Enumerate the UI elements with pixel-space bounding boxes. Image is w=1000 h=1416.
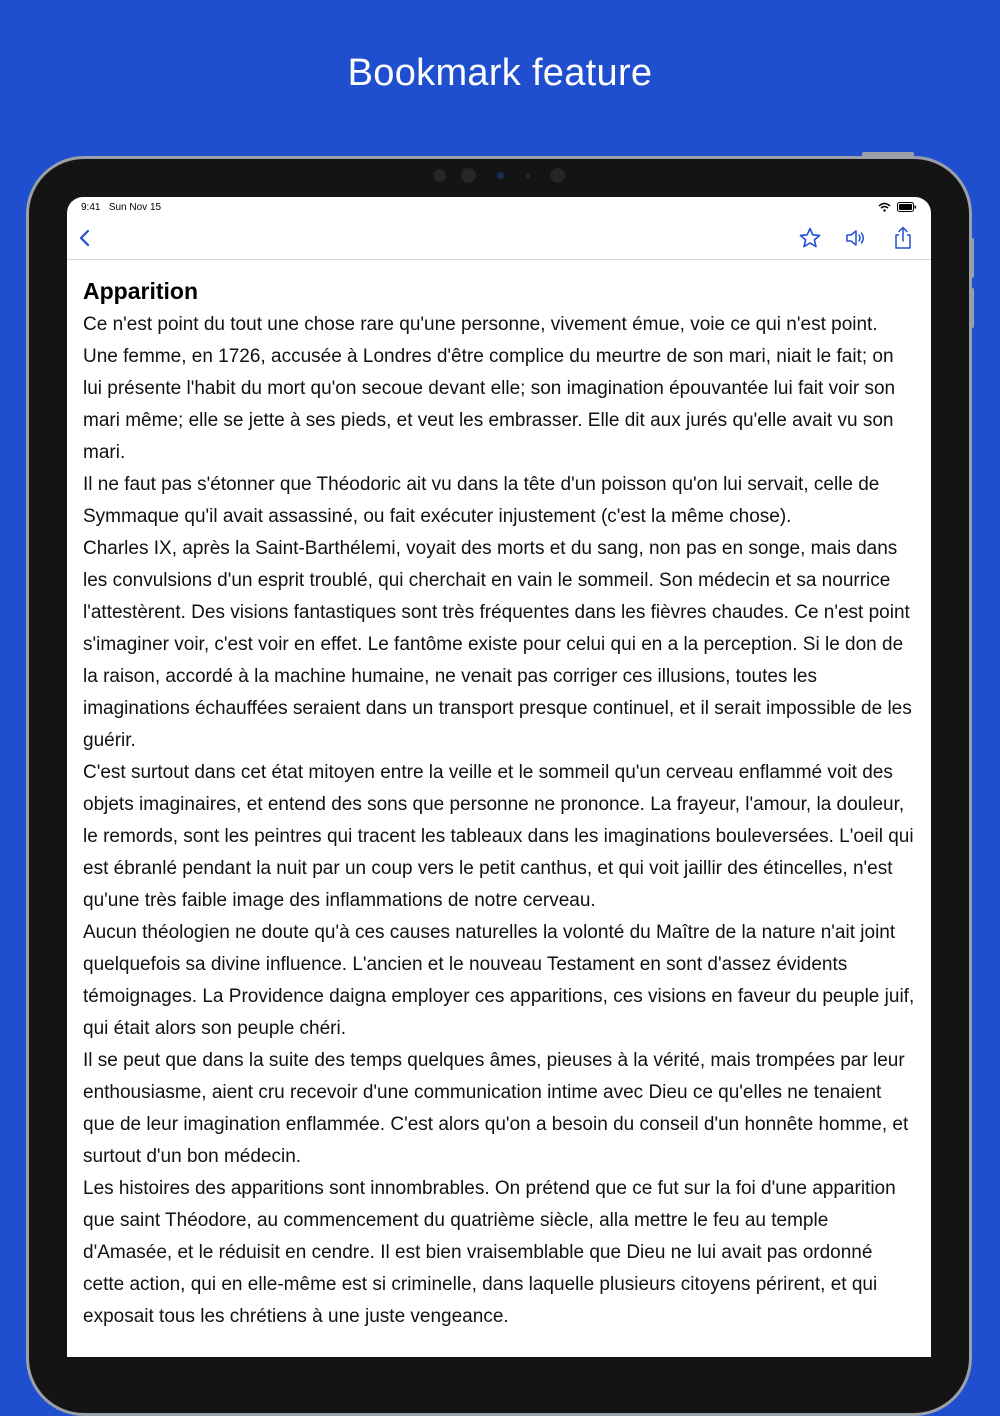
status-indicators <box>878 202 917 212</box>
sensor-icon <box>550 168 565 183</box>
article-paragraph: Il ne faut pas s'étonner que Théodoric ait vu dans la tête d'un poisson qu'on lui servait, celle de Symmaque qu'il avait assassiné, ou fait exécuter injustement (c'est la même chose). <box>83 474 880 527</box>
battery-icon <box>897 202 917 212</box>
status-clock: 9:41 <box>81 202 101 213</box>
article-paragraph: Ce n'est point du tout une chose rare qu'une personne, vivement émue, voie ce qui n'est point. Une femme, en 1726, accusée à Londres d'être complice du meurtre de son mari, niait le fait; on lui présente l'habit du mort qu'on secoue devant elle; son imagination épouvantée lui fait voir son mari même; elle se jette à ses pieds, et veut les embrasser. Elle dit aux jurés qu'elle avait vu son mari. <box>83 314 896 463</box>
read-aloud-button[interactable] <box>841 224 869 252</box>
article-title: Apparition <box>83 278 198 304</box>
sensor-icon <box>433 169 446 182</box>
article-paragraph: Les histoires des apparitions sont innombrables. On prétend que ce fut sur la foi d'une apparition que saint Théodore, au commencement du quatrième siècle, alla mettre le feu au temple d'Amasée, et le réduisit en cendre. Il est bien vraisemblable que Dieu ne lui avait pas ordonné cette action, qui en elle-même est si criminelle, dans laquelle plusieurs citoyens périrent, et qui exposait tous les chrétiens à une juste vengeance. <box>83 1178 896 1327</box>
banner-title: Bookmark feature <box>347 52 653 94</box>
article-paragraph: Aucun théologien ne doute qu'à ces causes naturelles la volonté du Maître de la nature n'ait joint quelquefois sa divine influence. L'ancien et le nouveau Testament en sont d'assez évidents témoignages. La Providence daigna employer ces apparitions, ces visions en faveur du peuple juif, qui était alors son peuple chéri. <box>83 922 915 1039</box>
side-button-volume-up <box>970 238 974 278</box>
side-button-top <box>862 152 914 157</box>
article-body <box>83 260 917 1333</box>
article-paragraph: C'est surtout dans cet état mitoyen entre la veille et le sommeil qu'un cerveau enflammé voit des objets imaginaires, et entend des sons que personne ne prononce. La frayeur, l'amour, la douleur, le remords, sont les peintres qui tracent les tableaux dans les imaginations bouleversées. L'oeil qui est ébranlé pendant la nuit par un coup vers le petit canthus, et qui voit jaillir des étincelles, n'est qu'une très faible image des inflammations de notre cerveau. <box>83 762 914 911</box>
share-icon <box>893 226 913 250</box>
article-paragraph: Il se peut que dans la suite des temps quelques âmes, pieuses à la vérité, mais trompées par leur enthousiasme, aient cru recevoir d'une communication intime avec Dieu ce qu'elles ne tenaient que de leur imagination enflammée. C'est alors qu'on a besoin du conseil d'un honnête homme, et surtout d'un bon médecin. <box>83 1050 909 1167</box>
sensor-icon <box>461 168 476 183</box>
chevron-left-icon <box>78 228 92 248</box>
star-icon <box>798 226 822 250</box>
status-time <box>81 202 161 213</box>
share-button[interactable] <box>889 224 917 252</box>
app-screen <box>67 197 931 1357</box>
camera-lens-icon <box>497 172 504 179</box>
article-paragraph: Charles IX, après la Saint-Barthélemi, voyait des morts et du sang, non pas en songe, mais dans les convulsions d'un esprit troublé, qui cherchait en vain le sommeil. Son médecin et sa nourrice l'attestèrent. Des visions fantastiques sont très fréquentes dans les fièvres chaudes. Ce n'est point s'imaginer voir, c'est voir en effet. Le fantôme existe pour celui qui en a la perception. Si le don de la raison, accordé à la machine humaine, ne venait pas corriger ces illusions, toutes les imaginations échauffées seraient dans un transport presque continuel, et il serait impossible de les guérir. <box>83 538 912 751</box>
status-bar <box>67 197 931 217</box>
speaker-icon <box>844 227 866 249</box>
sensor-icon <box>526 174 530 178</box>
side-button-volume-down <box>970 288 974 328</box>
bookmark-button[interactable] <box>796 224 824 252</box>
navigation-bar <box>67 217 931 260</box>
wifi-icon <box>878 202 891 212</box>
status-date: Sun Nov 15 <box>108 202 162 213</box>
back-button[interactable] <box>71 224 99 252</box>
